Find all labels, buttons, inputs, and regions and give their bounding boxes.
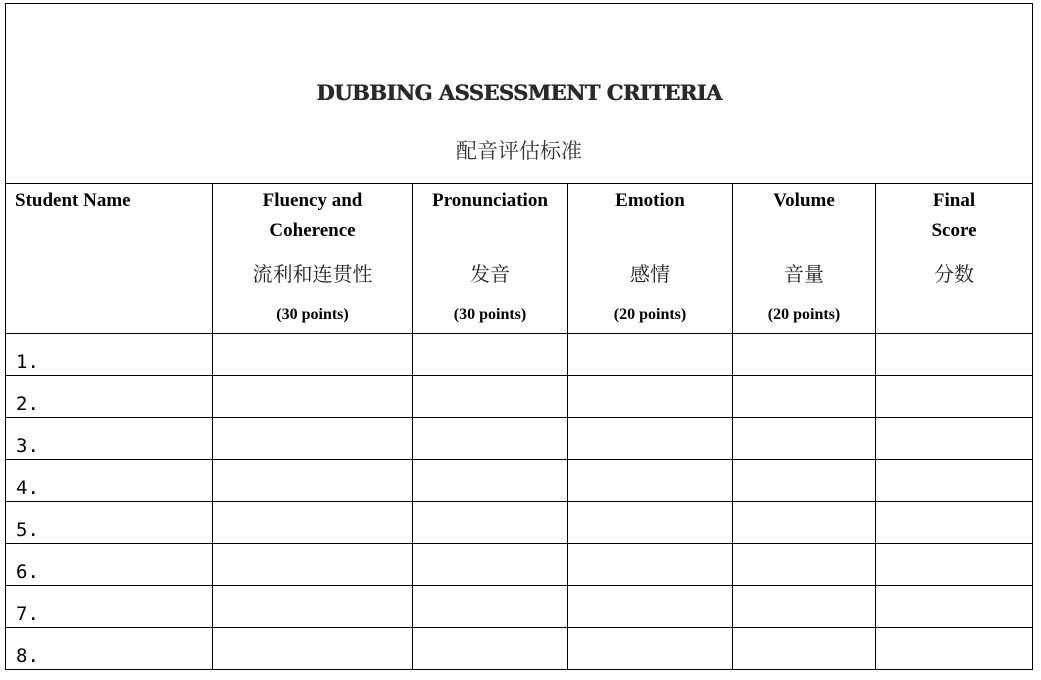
score-cell[interactable] — [876, 628, 1033, 670]
score-cell[interactable] — [413, 628, 568, 670]
score-cell[interactable] — [733, 586, 876, 628]
score-cell[interactable] — [413, 376, 568, 418]
score-cell[interactable] — [876, 334, 1033, 376]
score-cell[interactable] — [733, 628, 876, 670]
score-cell[interactable] — [213, 544, 413, 586]
score-cell[interactable] — [568, 376, 733, 418]
header-pronunciation — [413, 184, 568, 334]
header-chinese: 分数 — [934, 262, 974, 286]
score-cell[interactable] — [413, 544, 568, 586]
score-cell[interactable] — [568, 334, 733, 376]
student-name-cell[interactable] — [6, 586, 213, 628]
row-number: 4. — [16, 477, 39, 499]
score-cell[interactable] — [876, 502, 1033, 544]
score-cell[interactable] — [213, 418, 413, 460]
header-student-name — [6, 184, 213, 334]
score-cell[interactable] — [568, 586, 733, 628]
header-final-score — [876, 184, 1033, 334]
header-label: Pronunciation — [432, 190, 548, 211]
header-label — [876, 186, 1032, 246]
header-label: Emotion — [615, 190, 685, 211]
header-label-line1: Final — [932, 190, 976, 211]
page-subtitle-chinese: 配音评估标准 — [456, 139, 582, 163]
row-number: 7. — [16, 603, 39, 625]
header-label-line1: Fluency and — [262, 190, 363, 211]
table-row — [6, 586, 1033, 628]
header-fluency — [213, 184, 413, 334]
assessment-table — [5, 3, 1033, 670]
score-cell[interactable] — [568, 628, 733, 670]
score-cell[interactable] — [876, 376, 1033, 418]
score-cell[interactable] — [413, 502, 568, 544]
score-cell[interactable] — [733, 502, 876, 544]
table-row — [6, 628, 1033, 670]
score-cell[interactable] — [876, 460, 1033, 502]
header-row — [6, 184, 1033, 334]
score-cell[interactable] — [213, 586, 413, 628]
header-volume — [733, 184, 876, 334]
header-label — [213, 186, 412, 246]
row-number: 5. — [16, 519, 39, 541]
student-name-cell[interactable] — [6, 376, 213, 418]
score-cell[interactable] — [213, 376, 413, 418]
score-cell[interactable] — [876, 586, 1033, 628]
student-name-cell[interactable] — [6, 544, 213, 586]
table-row — [6, 544, 1033, 586]
score-cell[interactable] — [733, 460, 876, 502]
header-chinese: 音量 — [784, 262, 824, 286]
table-row — [6, 460, 1033, 502]
header-points: (20 points) — [613, 306, 687, 323]
header-emotion — [568, 184, 733, 334]
score-cell[interactable] — [568, 544, 733, 586]
student-name-cell[interactable] — [6, 460, 213, 502]
header-label-line2: Coherence — [269, 220, 356, 241]
score-cell[interactable] — [876, 418, 1033, 460]
row-number: 2. — [16, 393, 39, 415]
table-row — [6, 334, 1033, 376]
header-label: Volume — [773, 190, 835, 211]
student-name-cell[interactable] — [6, 334, 213, 376]
score-cell[interactable] — [413, 460, 568, 502]
header-points: (30 points) — [453, 306, 527, 323]
header-points: (20 points) — [767, 306, 841, 323]
row-number: 1. — [16, 351, 39, 373]
header-chinese: 感情 — [630, 262, 670, 286]
score-cell[interactable] — [568, 418, 733, 460]
score-cell[interactable] — [733, 544, 876, 586]
table-row — [6, 418, 1033, 460]
score-cell[interactable] — [733, 376, 876, 418]
row-number: 6. — [16, 561, 39, 583]
student-name-cell[interactable] — [6, 628, 213, 670]
header-label-line2: Score — [931, 220, 977, 241]
score-cell[interactable] — [876, 544, 1033, 586]
score-cell[interactable] — [568, 502, 733, 544]
header-chinese: 发音 — [470, 262, 510, 286]
student-name-cell[interactable] — [6, 418, 213, 460]
score-cell[interactable] — [213, 334, 413, 376]
title-block — [6, 4, 1033, 184]
page-title: DUBBING ASSESSMENT CRITERIA — [316, 80, 722, 105]
header-label: Student Name — [15, 190, 131, 211]
score-cell[interactable] — [413, 334, 568, 376]
score-cell[interactable] — [213, 502, 413, 544]
header-points: (30 points) — [276, 306, 349, 323]
score-cell[interactable] — [733, 418, 876, 460]
score-cell[interactable] — [213, 628, 413, 670]
table-row — [6, 502, 1033, 544]
table-row — [6, 376, 1033, 418]
row-number: 3. — [16, 435, 39, 457]
score-cell[interactable] — [413, 418, 568, 460]
header-chinese: 流利和连贯性 — [252, 262, 373, 286]
row-number: 8. — [16, 645, 39, 667]
score-cell[interactable] — [213, 460, 413, 502]
score-cell[interactable] — [413, 586, 568, 628]
score-cell[interactable] — [568, 460, 733, 502]
score-cell[interactable] — [733, 334, 876, 376]
student-name-cell[interactable] — [6, 502, 213, 544]
